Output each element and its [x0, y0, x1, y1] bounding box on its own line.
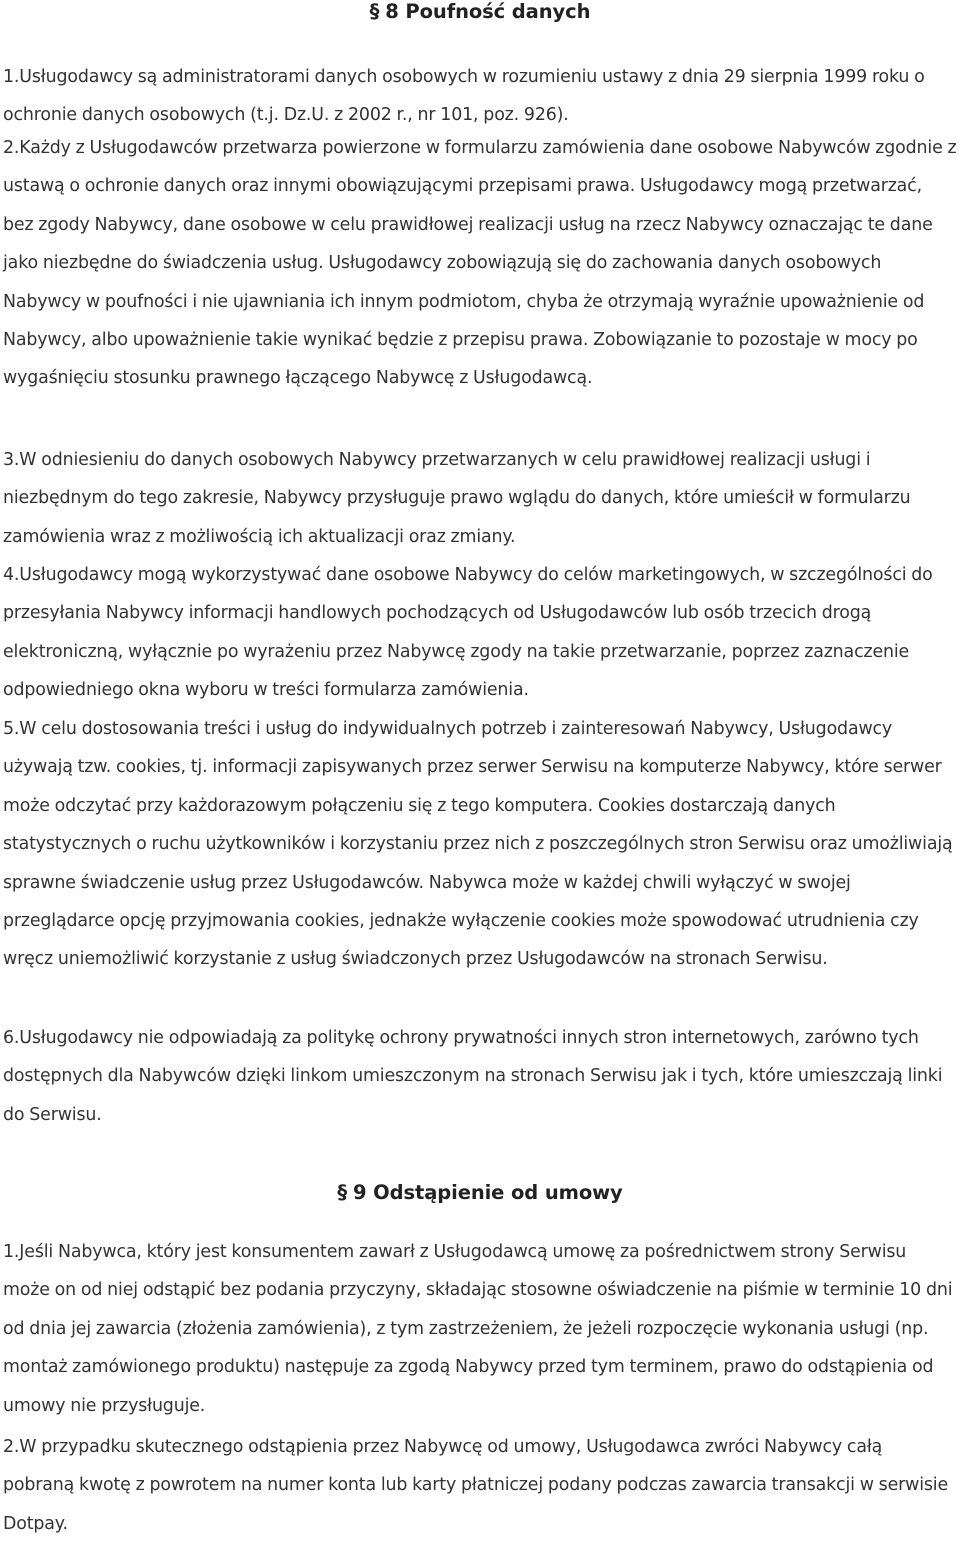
section-9-paragraph-1: 1.Jeśli Nabywca, który jest konsumentem zawarł z Usługodawcą umowę za pośrednictwem strony Serwisu może on od niej odstąpić bez podania przyczyny, składając stosowne oświadczenie na piśmie w terminie 10 dni od dnia jej zawarcia (złożenia zamówienia), z tym zastrzeżeniem, że jeżeli rozpoczęcie wykonania usługi (np. montaż zamówionego produktu) następuje za zgodą Nabywcy przed tym terminem, prawo do odstąpienia od umowy nie przysługuje. [3, 1242, 953, 1416]
section-8-paragraph-2: 2.Każdy z Usługodawców przetwarza powierzone w formularzu zamówienia dane osobowe Nabywców zgodnie z ustawą o ochronie danych oraz innymi obowiązującymi przepisami prawa. Usługodawcy mogą przetwarzać, bez zgody Nabywcy, dane osobowe w celu prawidłowej realizacji usług na rzecz Nabywcy oznaczając te dane jako niezbędne do świadczenia usług. Usługodawcy zobowiązują się do zachowania danych osobowych Nabywcy w poufności i nie ujawniania ich innym podmiotom, chyba że otrzymają wyraźnie upoważnienie od Nabywcy, albo upoważnienie takie wynikać będzie z przepisu prawa. Zobowiązanie to pozostaje w mocy po wygaśnięciu stosunku prawnego łączącego Nabywcę z Usługodawcą. [3, 138, 957, 389]
section-8-paragraph-5: 5.W celu dostosowania treści i usług do indywidualnych potrzeb i zainteresowań Nabywcy, Usługodawcy używają tzw. cookies, tj. informacji zapisywanych przez serwer Serwisu na komputerze Nabywcy, które serwer może odczytać przy każdorazowym połączeniu się z tego komputera. Cookies dostarczają danych statystycznych o ruchu użytkowników i korzystaniu przez nich z poszczególnych stron Serwisu oraz umożliwiają sprawne świadczenie usług przez Usługodawców. Nabywca może w każdej chwili wyłączyć w swojej przeglądarce opcję przyjmowania cookies, jednakże wyłączenie cookies może spowodować utrudnienia czy wręcz uniemożliwić korzystanie z usług świadczonych przez Usługodawców na stronach Serwisu. [3, 719, 953, 970]
section-8-paragraph-3: 3.W odniesieniu do danych osobowych Nabywcy przetwarzanych w celu prawidłowej realizacji usługi i niezbędnym do tego zakresie, Nabywcy przysługuje prawo wglądu do danych, które umieścił w formularzu zamówienia wraz z możliwością ich aktualizacji oraz zmiany. [3, 450, 911, 547]
section-symbol: § [369, 0, 380, 23]
section-symbol: § [337, 1181, 347, 1204]
section-8-paragraph-1: 1.Usługodawcy są administratorami danych osobowych w rozumieniu ustawy z dnia 29 sierpnia 1999 roku o ochronie danych osobowych (t.j. Dz.U. z 2002 r., nr 101, poz. 926). [3, 67, 925, 126]
section-8-title: 8 Poufność danych [385, 0, 591, 23]
section-8-paragraph-4: 4.Usługodawcy mogą wykorzystywać dane osobowe Nabywcy do celów marketingowych, w szczególności do przesyłania Nabywcy informacji handlowych pochodzących od Usługodawców lub osób trzecich drogą elektroniczną, wyłącznie po wyrażeniu przez Nabywcę zgody na takie przetwarzanie, poprzez zaznaczenie odpowiedniego okna wyboru w treści formularza zamówienia. [3, 565, 933, 701]
section-9-title: 9 Odstąpienie od umowy [352, 1181, 623, 1204]
section-8-paragraph-6: 6.Usługodawcy nie odpowiadają za politykę ochrony prywatności innych stron internetowych, zarówno tych dostępnych dla Nabywców dzięki linkom umieszczonym na stronach Serwisu jak i tych, które umieszczają linki do Serwisu. [3, 1028, 943, 1125]
section-9-paragraph-2: 2.W przypadku skutecznego odstąpienia przez Nabywcę od umowy, Usługodawca zwróci Nabywcy całą pobraną kwotę z powrotem na numer konta lub karty płatniczej podany podczas zawarcia transakcji w serwisie Dotpay. [3, 1437, 949, 1534]
section-9-heading [0, 1181, 960, 1205]
section-8-heading [0, 0, 960, 24]
